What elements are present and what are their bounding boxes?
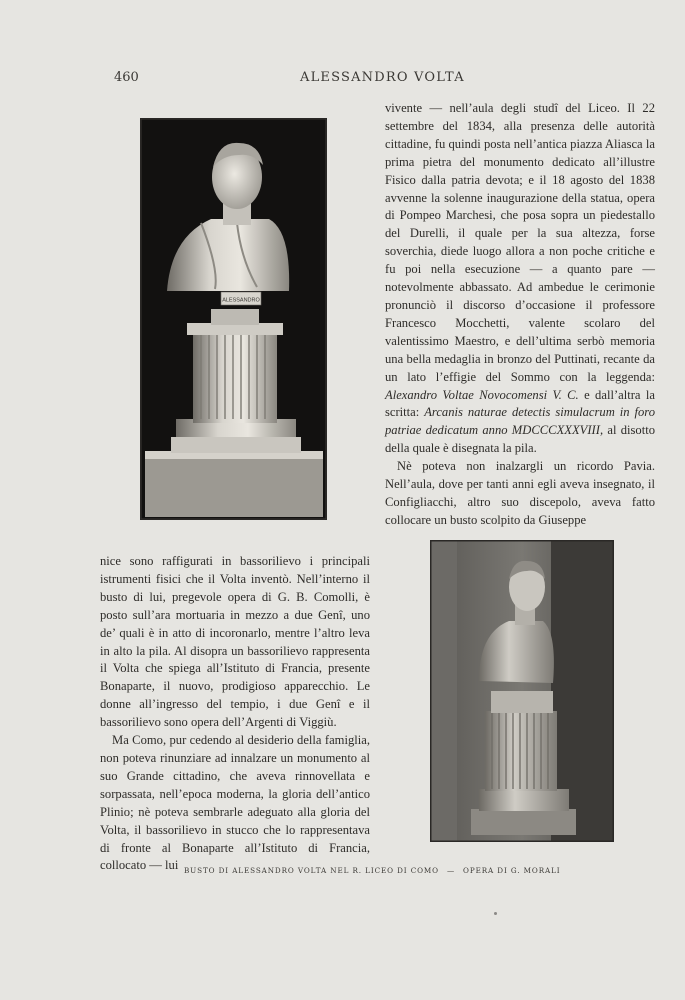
caption-right: OPERA DI G. MORALI: [463, 866, 561, 875]
text-run: Ma Como, pur cedendo al desiderio della famiglia, non poteva rinunziare ad innalzare un monumento al suo Grande cittadino, che aveva rinnovellata e sorpassata, nell’epoca moderna, la gloria dell’antico Plinio; nè poteva sembrarle adeguato alla gloria del Volta, il bassorilievo in stucco che lo rappresentava di fronte al Bonaparte all’Istituto di Francia, collocato — lui: [100, 733, 370, 873]
text-run: Nè poteva non inalzargli un ricordo Pavia. Nell’aula, dove per tanti anni egli aveva insegnato, il Configliacchi, altro suo discepolo, aveva fatto collocare un busto scolpito da Giuseppe: [385, 459, 655, 527]
text-run: e dall’altra la scritta:: [385, 387, 655, 420]
caption-separator: —: [446, 866, 456, 875]
bust-illustration: [141, 119, 326, 519]
page-number: 460: [114, 70, 139, 85]
paper-speck: [494, 912, 497, 915]
text-run: al disotto della quale è disegnata la pila.: [385, 423, 655, 456]
figure-caption: [180, 866, 580, 875]
text-column-right: [385, 100, 655, 530]
text-run: nice sono raffigurati in bassorilievo i principali istrumenti fisici che il Volta inventò. Nell’interno il busto di lui, pregevole opera di G. B. Comolli, è posto sull’ara mortuaria in mezzo a due Genî, uno de’ quali è in atto di incoronarlo, mentre l’altro leva in alto la pila. Al disopra un bassorilievo rappresenta il Volta che spiega all’Istituto di Francia, presente Bonaparte, il nuovo, prodigioso apparecchio. Le donne all’ingresso del tempio, i due Genî e il bassorilievo sono opera dell’Argenti di Viggiù.: [100, 554, 370, 730]
bust-niche-illustration: [431, 541, 613, 841]
photo-bust-pedestal: [140, 118, 327, 520]
caption-left: BUSTO DI ALESSANDRO VOLTA NEL R. LICEO DI COMO: [184, 866, 439, 875]
paragraph: [100, 732, 370, 875]
paragraph: [100, 553, 370, 732]
text-run: vivente — nell’aula degli studî del Liceo. Il 22 settembre del 1834, alla presenza delle autorità cittadine, fu quindi posta nell’antica piazza Aliasca la prima pietra del monumento dedicato all’illustre Fisico dalla patria devota; e il 18 agosto del 1838 avvenne la solenne inaugurazione della statua, opera di Pompeo Marchesi, che posa sopra un piedestallo del Durelli, il quale per la sua altezza, forse soverchia, diede luogo allora a non poche critiche e fu poi nella esecuzione — a quanto pare — notevolmente abbassato. Ad ambedue le cerimonie pronunciò il discorso d’occasione il professore Francesco Mocchetti, valente scolaro del valentissimo Maestro, e dell’ultima serbò memoria una bella medaglia in bronzo del Puttinati, recante da un lato l’effigie del Sommo con la leggenda:: [385, 101, 655, 384]
paragraph: [385, 100, 655, 458]
running-title: ALESSANDRO VOLTA: [300, 70, 465, 85]
paragraph: [385, 458, 655, 530]
text-column-left: [100, 553, 370, 875]
bust-plaque: ALESSANDRO: [222, 297, 260, 304]
text-run-italic: Arcanis naturae detectis simulacrum in foro patriae dedicatum anno MDCCCXXXVIII,: [385, 405, 655, 438]
text-run-italic: Alexandro Voltae Novocomensi V. C.: [385, 387, 579, 402]
photo-bust-niche: [430, 540, 614, 842]
